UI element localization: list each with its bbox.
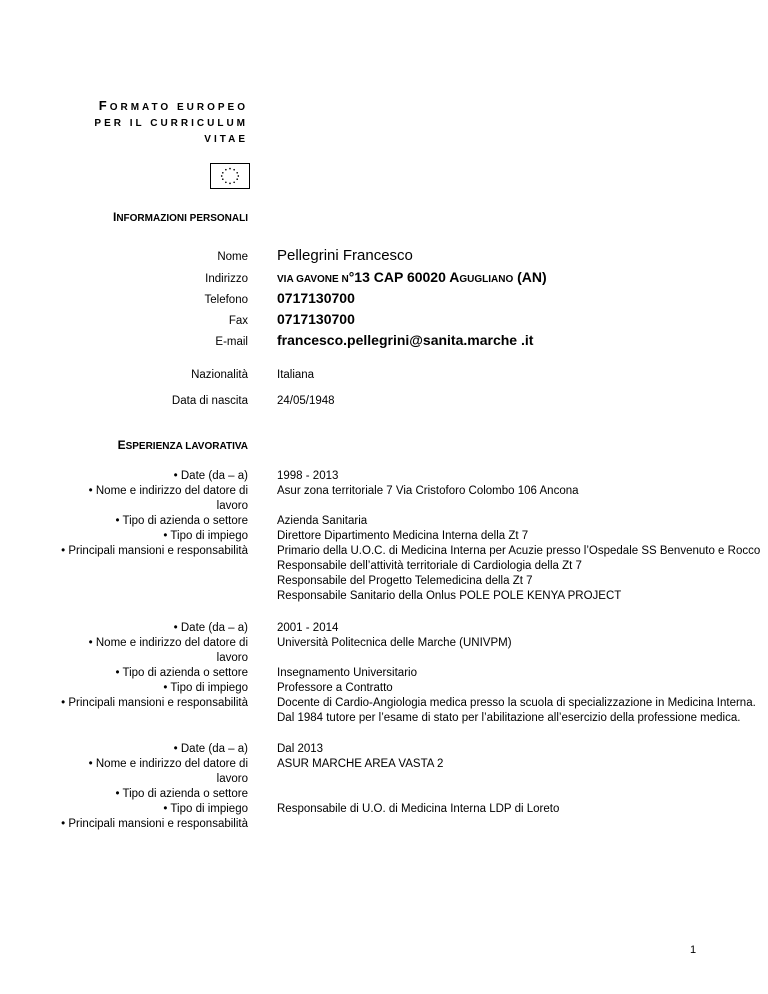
label-employer: • Nome e indirizzo del datore di	[88, 637, 248, 649]
label-job: • Tipo di impiego	[163, 682, 248, 694]
label-fax: Fax	[228, 315, 248, 327]
header-line-3: VITAE	[204, 134, 248, 145]
entry-employer: Università Politecnica delle Marche (UNIVPM)	[277, 637, 512, 649]
label-employer: • Nome e indirizzo del datore di	[88, 485, 248, 497]
label-type: • Tipo di azienda o settore	[115, 667, 248, 679]
label-nazionalita: Nazionalità	[191, 369, 248, 381]
experience-entry-2	[277, 621, 756, 726]
label-indirizzo: Indirizzo	[205, 273, 248, 285]
label-date: • Date (da – a)	[173, 622, 248, 634]
value-email: francesco.pellegrini@sanita.marche .it	[277, 332, 534, 348]
label-duties: • Principali mansioni e responsabilità	[61, 818, 248, 830]
label-employer: • Nome e indirizzo del datore di	[88, 758, 248, 770]
label-email: E-mail	[215, 336, 248, 348]
label-duties: • Principali mansioni e responsabilità	[61, 545, 248, 557]
entry-job: Professore a Contratto	[277, 682, 393, 694]
section-title-experience: ESPERIENZA LAVORATIVA	[117, 438, 248, 452]
value-nome: Pellegrini Francesco	[277, 247, 413, 264]
entry-date: 2001 - 2014	[277, 622, 339, 634]
entry-job: Direttore Dipartimento Medicina Interna della Zt 7	[277, 530, 529, 542]
label-type: • Tipo di azienda o settore	[115, 515, 248, 527]
entry-duty: Docente di Cardio-Angiologia medica presso la scuola di specializzazione in Medicina Interna.	[277, 697, 756, 709]
entry-employer: Asur zona territoriale 7 Via Cristoforo Colombo 106 Ancona	[277, 485, 579, 497]
label-date: • Date (da – a)	[173, 743, 248, 755]
entry-duty: Dal 1984 tutore per l’esame di stato per l’abilitazione all’esercizio della professione medica.	[277, 712, 741, 724]
entry-type: Insegnamento Universitario	[277, 667, 417, 679]
entry-date: Dal 2013	[277, 743, 324, 755]
header-line-2: PER IL CURRICULUM	[94, 118, 248, 129]
eu-flag-icon	[210, 163, 250, 189]
label-nome: Nome	[217, 251, 248, 263]
section-title-personal: INFORMAZIONI PERSONALI	[112, 210, 248, 224]
entry-type: Azienda Sanitaria	[277, 515, 368, 527]
entry-duty: Primario della U.O.C. di Medicina Interna per Acuzie presso l’Ospedale SS Benvenuto e Rocco	[277, 545, 761, 557]
value-data-nascita: 24/05/1948	[277, 395, 335, 407]
experience-entry-1	[277, 469, 760, 604]
entry-duty: Responsabile dell’attività territoriale di Cardiologia della Zt 7	[277, 560, 582, 572]
experience-labels-1	[8, 469, 248, 559]
page-number: 1	[690, 944, 697, 956]
entry-job: Responsabile di U.O. di Medicina Interna LDP di Loreto	[277, 803, 560, 815]
label-job: • Tipo di impiego	[163, 803, 248, 815]
label-type: • Tipo di azienda o settore	[115, 788, 248, 800]
entry-employer: ASUR MARCHE AREA VASTA 2	[277, 758, 444, 770]
experience-labels-3	[8, 742, 248, 832]
value-nazionalita: Italiana	[277, 369, 315, 381]
experience-labels-2	[8, 621, 248, 711]
label-employer-cont: lavoro	[216, 652, 248, 664]
value-telefono: 0717130700	[277, 290, 355, 306]
label-job: • Tipo di impiego	[163, 530, 248, 542]
label-date: • Date (da – a)	[173, 470, 248, 482]
entry-duty: Responsabile del Progetto Telemedicina della Zt 7	[277, 575, 533, 587]
header-line-1: FORMATO EUROPEO	[98, 98, 248, 113]
entry-duty: Responsabile Sanitario della Onlus POLE POLE KENYA PROJECT	[277, 590, 622, 602]
label-employer-cont: lavoro	[216, 773, 248, 785]
entry-date: 1998 - 2013	[277, 470, 339, 482]
label-employer-cont: lavoro	[216, 500, 248, 512]
label-data-nascita: Data di nascita	[171, 395, 248, 407]
label-duties: • Principali mansioni e responsabilità	[61, 697, 248, 709]
document-header	[94, 98, 248, 148]
value-fax: 0717130700	[277, 311, 355, 327]
label-telefono: Telefono	[204, 294, 248, 306]
experience-entry-3	[277, 742, 559, 817]
value-indirizzo: VIA GAVONE N°13 CAP 60020 AGUGLIANO (AN)	[277, 269, 547, 285]
